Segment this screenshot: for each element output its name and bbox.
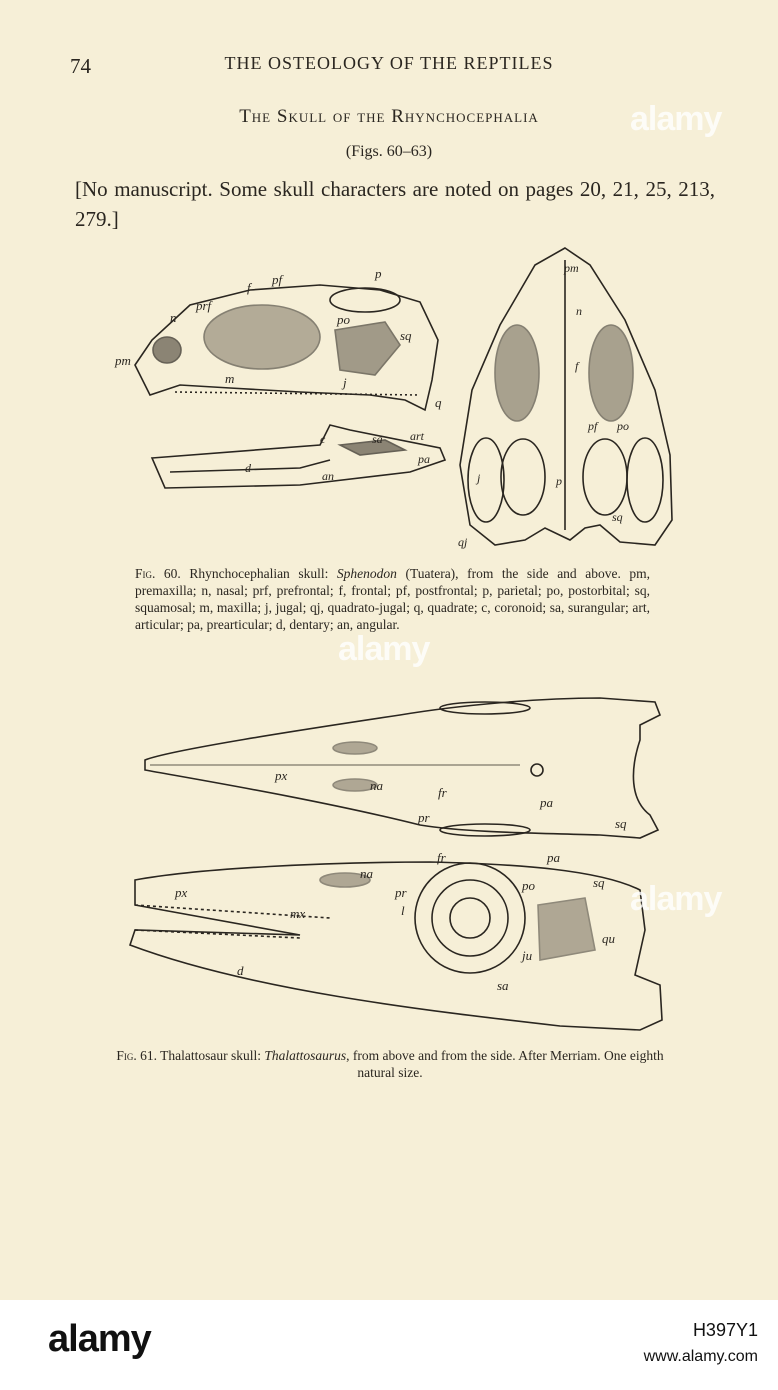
fig61-caption-intro: Thalattosaur skull: bbox=[160, 1048, 265, 1063]
sphenodon-top-skull bbox=[460, 248, 672, 545]
label-side-pr: pr bbox=[395, 885, 407, 900]
label-sq: sq bbox=[615, 816, 627, 831]
label-top-p: p bbox=[556, 474, 562, 488]
editorial-note: [No manuscript. Some skull characters are noted on pages 20, 21, 25, 213, 279.] bbox=[75, 177, 715, 231]
label-top-qj: qj bbox=[458, 535, 468, 549]
label-n: n bbox=[170, 310, 177, 325]
fig61-illustration bbox=[0, 690, 778, 1040]
label-side-sq: sq bbox=[593, 875, 605, 890]
label-side-qu: qu bbox=[602, 931, 615, 946]
label-top-po: po bbox=[617, 419, 629, 433]
footer-logo: alamy bbox=[48, 1318, 151, 1360]
label-j: j bbox=[343, 375, 347, 390]
watermark-logo: alamy bbox=[338, 630, 430, 668]
label-c: c bbox=[320, 432, 326, 446]
page-number: 74 bbox=[70, 54, 91, 78]
sphenodon-lower-jaw bbox=[152, 425, 445, 488]
label-side-ju: ju bbox=[522, 948, 533, 963]
fig60-caption-label: Fig. 60. bbox=[135, 566, 181, 581]
label-side-fr: fr bbox=[437, 850, 446, 865]
label-pa: pa bbox=[540, 795, 553, 810]
label-side-pa: pa bbox=[547, 850, 560, 865]
label-pr: pr bbox=[418, 810, 430, 825]
label-sq: sq bbox=[400, 328, 412, 343]
label-top-pm: pm bbox=[564, 261, 579, 275]
footer-url[interactable]: www.alamy.com bbox=[643, 1348, 758, 1365]
label-d: d bbox=[245, 461, 251, 475]
fig60-caption bbox=[135, 565, 650, 633]
label-f: f bbox=[247, 280, 251, 295]
label-side-mx: mx bbox=[290, 906, 306, 921]
label-side-d: d bbox=[237, 963, 244, 978]
watermark-logo: alamy bbox=[630, 880, 722, 918]
label-art: art bbox=[410, 429, 425, 443]
label-na: na bbox=[370, 778, 383, 793]
label-px: px bbox=[275, 768, 288, 783]
sphenodon-side-skull bbox=[135, 285, 438, 410]
fig60-illustration bbox=[0, 240, 778, 560]
label-p: p bbox=[375, 266, 382, 281]
fig61-top-labels bbox=[274, 768, 627, 831]
fig60-genus: Sphenodon bbox=[336, 566, 397, 581]
footer-image-id: H397Y1 bbox=[692, 1320, 758, 1340]
label-top-sq: sq bbox=[612, 510, 623, 524]
watermark-logo: alamy bbox=[630, 100, 722, 138]
label-top-j: j bbox=[477, 471, 481, 485]
figure-reference: (Figs. 60–63) bbox=[345, 143, 433, 160]
label-pm: pm bbox=[115, 353, 131, 368]
label-prf: prf bbox=[196, 298, 212, 313]
label-fr: fr bbox=[438, 785, 447, 800]
label-an: an bbox=[322, 469, 334, 483]
fig61-genus: Thalattosaurus bbox=[264, 1048, 347, 1063]
fig60-caption-intro: Rhynchocephalian skull: bbox=[189, 566, 337, 581]
label-top-pf: pf bbox=[588, 419, 598, 433]
fig61-caption bbox=[110, 1047, 670, 1081]
fig61-caption-label: Fig. 61. bbox=[116, 1048, 157, 1063]
label-top-n: n bbox=[576, 304, 582, 318]
label-m: m bbox=[225, 371, 235, 386]
label-side-l: l bbox=[401, 903, 405, 918]
label-sa: sa bbox=[372, 432, 383, 446]
label-po: po bbox=[337, 312, 350, 327]
label-pa: pa bbox=[418, 452, 430, 466]
running-head: THE OSTEOLOGY OF THE REPTILES bbox=[224, 53, 554, 73]
thalattosaur-top-skull bbox=[145, 698, 660, 838]
fig60-caption-body: (Tuatera), from the side and above. pm, premaxilla; n, nasal; prf, prefrontal; f, frontal; pf, postfrontal; p, parietal; po, postorbital; sq, squamosal; m, maxilla; j, jugal; qj, quadrato-jugal; q, quadrate; c, coronoid; sa, surangular; art, articular; pa, prearticular; d, dentary; an, angular. bbox=[135, 566, 650, 632]
label-side-na: na bbox=[360, 866, 373, 881]
fig60-jaw-labels bbox=[245, 429, 430, 483]
label-side-px: px bbox=[175, 885, 188, 900]
label-side-po: po bbox=[522, 878, 535, 893]
fig61-caption-body: , from above and from the side. After Merriam. One eighth natural size. bbox=[346, 1048, 664, 1080]
label-pf: pf bbox=[272, 272, 283, 287]
section-title: The Skull of the Rhynchocephalia bbox=[239, 106, 539, 127]
label-side-sa: sa bbox=[497, 978, 509, 993]
label-top-f: f bbox=[575, 359, 579, 373]
label-q: q bbox=[435, 395, 442, 410]
